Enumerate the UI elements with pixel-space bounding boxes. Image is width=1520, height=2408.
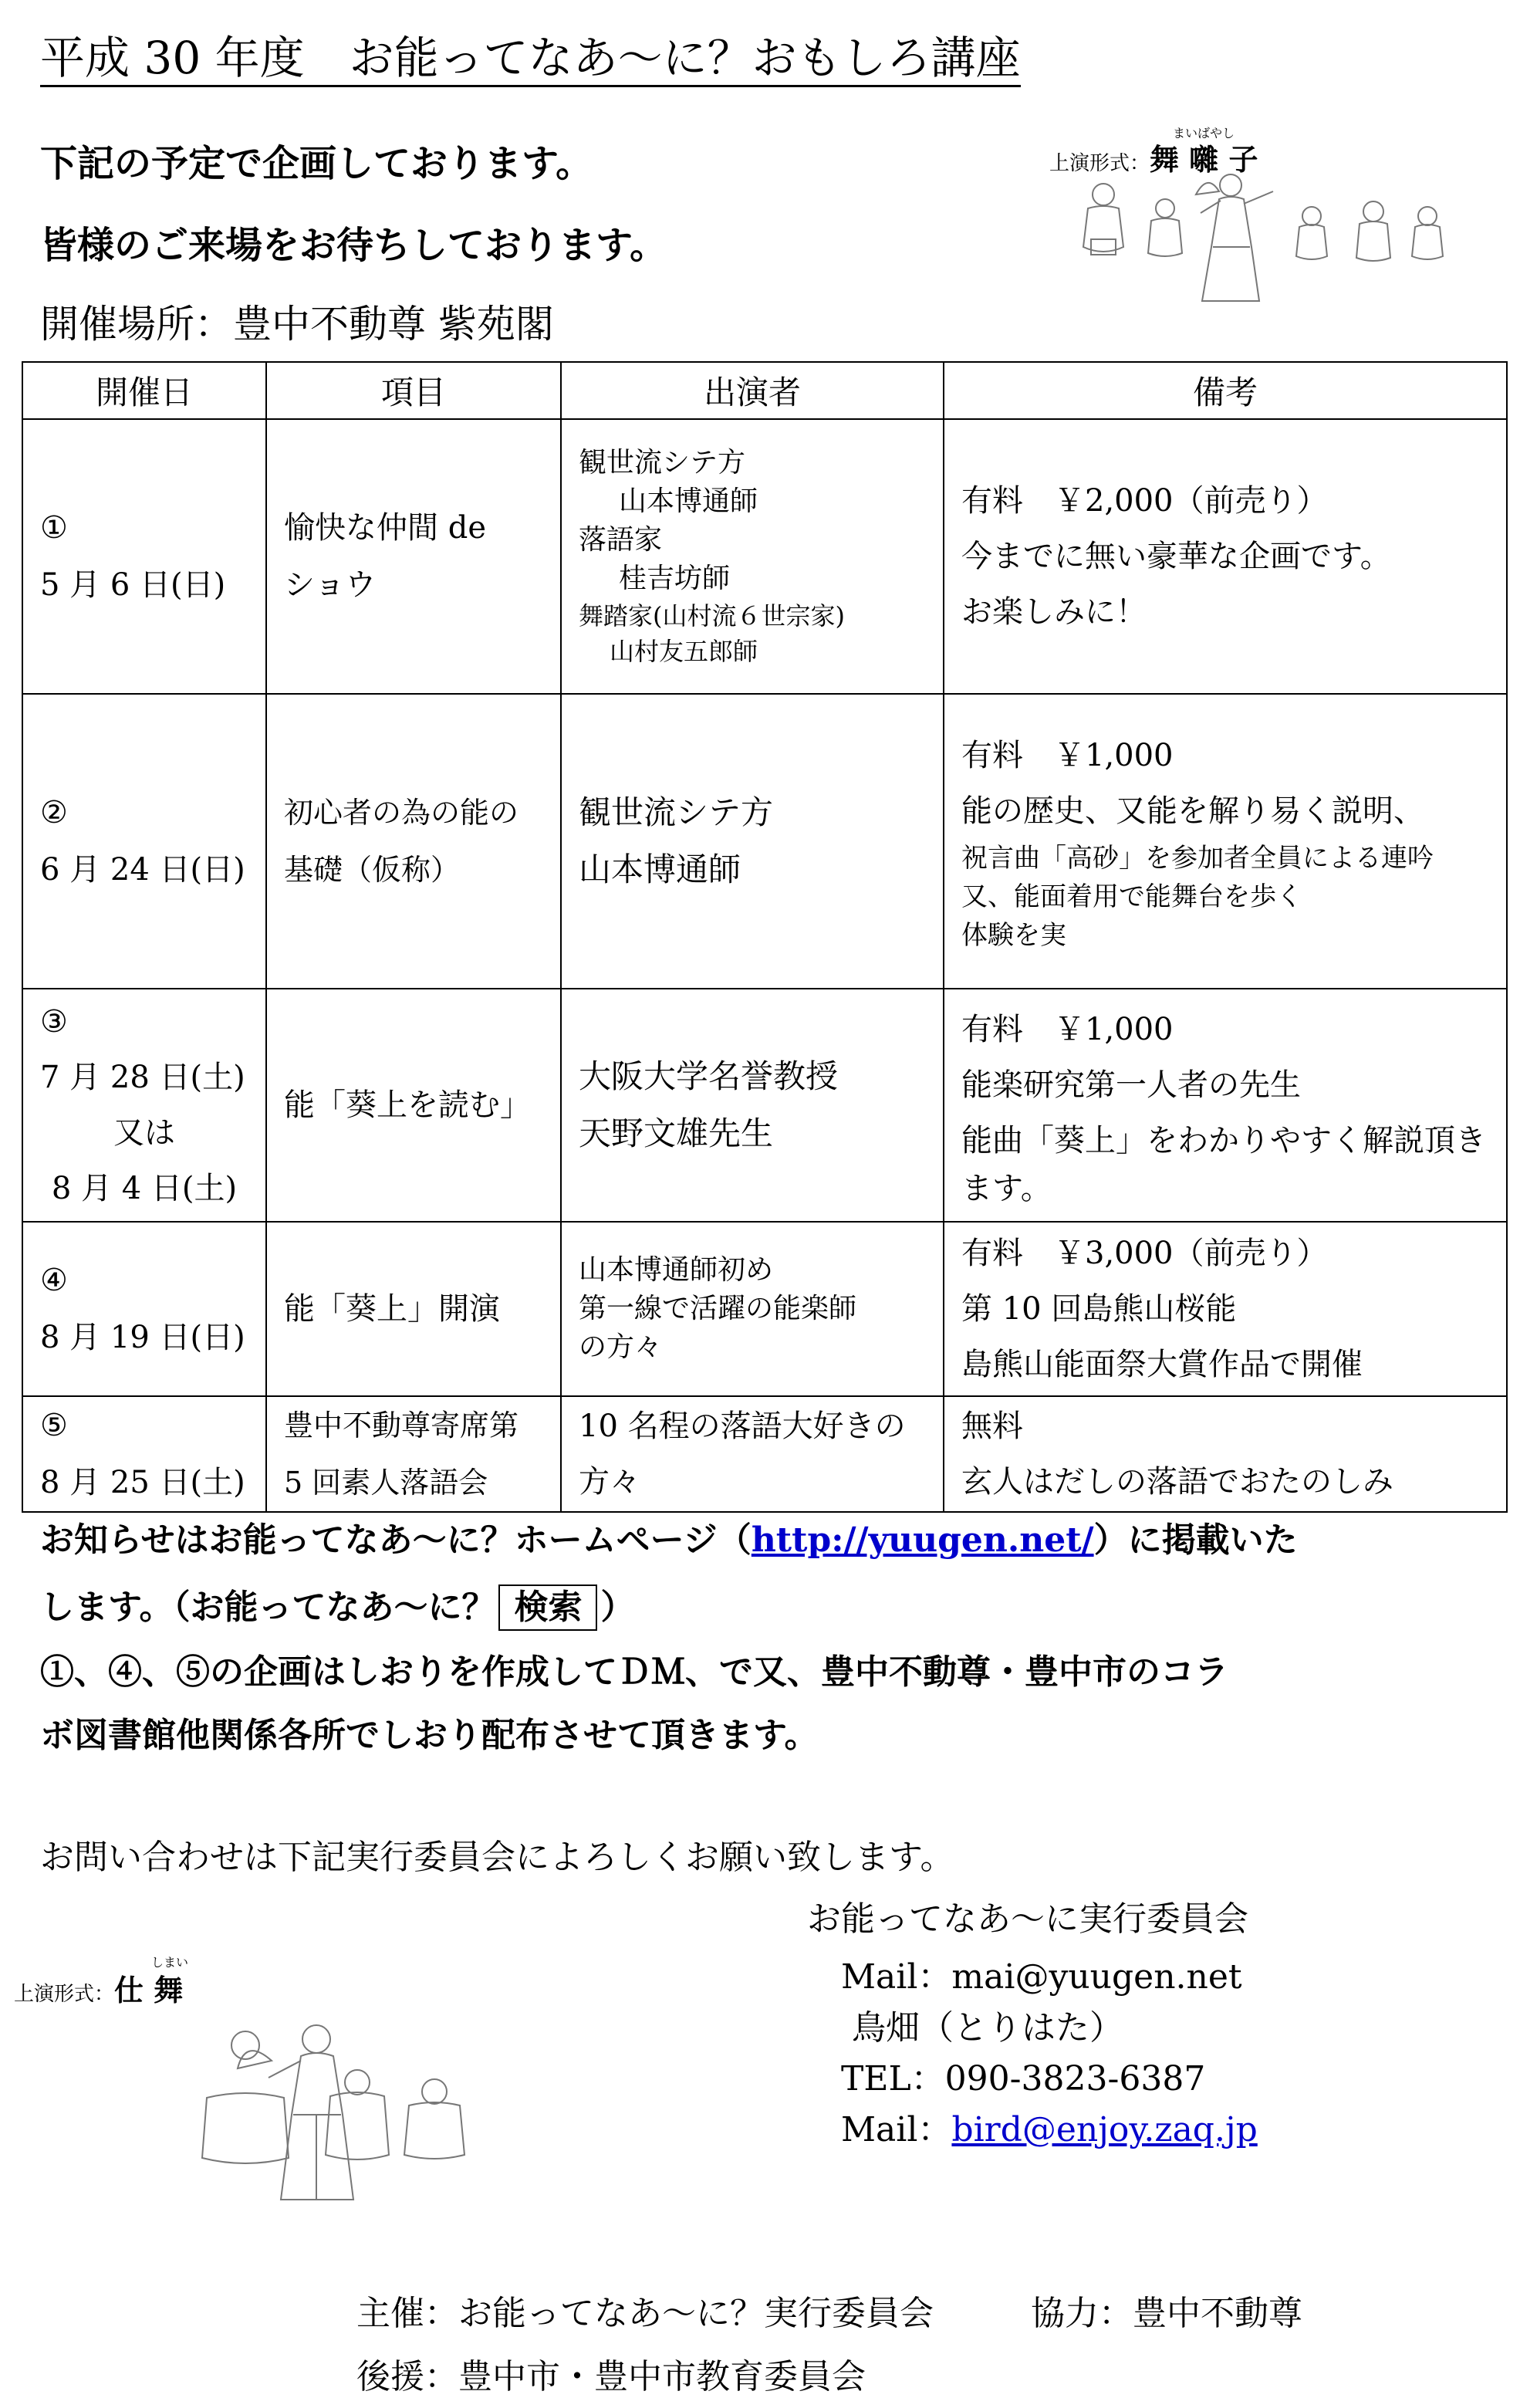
notice-text: お知らせはお能ってなあ〜に？ホームページ（	[40, 1520, 752, 1560]
row3-note-line: 能楽研究第一人者の先生	[961, 1067, 1301, 1103]
row5-performer-line: 方々	[579, 1464, 640, 1500]
row5-note-line: 無料	[961, 1409, 1023, 1444]
maibayashi-figures-icon	[1049, 123, 1481, 316]
row5-note-line: 玄人はだしの落語でおたのしみ	[961, 1464, 1393, 1500]
row2-note-line: 有料 ￥1,000	[961, 738, 1174, 773]
illus-top-label: 上演形式：	[1049, 152, 1150, 175]
shimai-figures-icon	[14, 1953, 508, 2223]
notice-line-4: ボ図書館他関係各所でしおり配布させて頂きます。	[40, 1716, 819, 1755]
table-row	[22, 1222, 1507, 1396]
row1-performer-line: 山本博通師	[619, 485, 758, 517]
row4-date	[22, 1222, 266, 1396]
row2-date	[22, 694, 266, 989]
row4-note	[944, 1222, 1507, 1396]
row3-date-line: ③	[40, 1004, 68, 1040]
row1-note	[944, 419, 1507, 694]
row2-note-line: 祝言曲「高砂」を参加者全員による連吟	[961, 843, 1434, 874]
row2-item-line: 基礎（仮称）	[284, 853, 461, 887]
notice-text: ）	[600, 1588, 635, 1627]
footer-cooperation: 協力：豊中不動尊	[1031, 2294, 1302, 2333]
row2-performer	[561, 694, 944, 989]
row2-note-line: 能の歴史、又能を解り易く説明、	[961, 793, 1424, 829]
intro-line-2: 皆様のご来場をお待ちしております。	[40, 224, 667, 267]
row5-item-line: 豊中不動尊寄席第	[284, 1409, 519, 1442]
row2-performer-line: 観世流シテ方	[579, 793, 774, 831]
row4-note-line: 有料 ￥3,000（前売り）	[961, 1236, 1328, 1271]
illus-bottom-label: 上演形式：	[14, 1983, 115, 2006]
contact-mail-1: Mail：mai@yuugen.net	[841, 1957, 1242, 1997]
row3-date-line: 8 月 4 日(土)	[51, 1171, 238, 1206]
contact-mail-2	[841, 2109, 1258, 2152]
header-date: 開催日	[22, 362, 266, 419]
row4-note-line: 第 10 回島熊山桜能	[961, 1291, 1237, 1327]
row2-date-line: ②	[40, 795, 68, 830]
row2-performer-line: 山本博通師	[579, 851, 741, 888]
page-title: 平成 30 年度 お能ってなあ〜に？おもしろ講座	[40, 32, 1021, 87]
row5-item-line: 5 回素人落語会	[284, 1466, 488, 1500]
homepage-link[interactable]: http://yuugen.net/	[751, 1520, 1094, 1560]
row1-date-line: ①	[40, 510, 68, 546]
row4-performer	[561, 1222, 944, 1396]
inquiry-text: お問い合わせは下記実行委員会によろしくお願い致します。	[40, 1838, 954, 1877]
row5-performer-line: 10 名程の落語大好きの	[579, 1409, 906, 1444]
row4-date-line: 8 月 19 日(日)	[40, 1320, 245, 1355]
row1-date-line: 5 月 6 日(日)	[40, 567, 226, 603]
table-row	[22, 694, 1507, 989]
row3-note-line: 有料 ￥1,000	[961, 1012, 1174, 1047]
footer-organizer: 主催：お能ってなあ〜に？実行委員会	[356, 2294, 934, 2333]
row5-date-line: 8 月 25 日(土)	[40, 1465, 245, 1500]
row3-date	[22, 989, 266, 1222]
search-button[interactable]: 検索	[498, 1584, 597, 1631]
row5-item	[266, 1396, 561, 1512]
row1-performer-line: 観世流シテ方	[579, 447, 746, 479]
contact-person: 鳥畑（とりはた）	[852, 2008, 1123, 2048]
header-performer: 出演者	[561, 362, 944, 419]
row2-note-line: 体験を実	[961, 920, 1066, 951]
row3-note-line: 能曲「葵上」をわかりやすく解説頂き	[961, 1123, 1486, 1158]
notice-line-3: ①、④、⑤の企画はしおりを作成してＤＭ、で又、豊中不動尊・豊中市のコラ	[40, 1652, 1228, 1692]
row1-item-line: 愉快な仲間 de	[284, 510, 486, 546]
row1-note-line: 今までに無い豪華な企画です。	[961, 539, 1391, 574]
row3-date-line: 7 月 28 日(土)	[40, 1060, 245, 1095]
row4-performer-line: 山本博通師初め	[579, 1254, 774, 1286]
row1-performer-line: 落語家	[579, 524, 663, 556]
row2-date-line: 6 月 24 日(日)	[40, 852, 245, 888]
row3-item-line: 能「葵上を読む」	[284, 1087, 531, 1123]
row1-performer-line: 山村友五郎師	[610, 637, 758, 666]
row2-note-line: 又、能面着用で能舞台を歩く	[961, 881, 1302, 912]
illus-bottom-ruby: しまい	[151, 1955, 189, 1970]
committee-name: お能ってなあ〜に実行委員会	[807, 1899, 1248, 1939]
table-row	[22, 989, 1507, 1222]
row1-performer-line: 桂吉坊師	[619, 563, 731, 594]
venue: 開催場所：豊中不動尊 紫苑閣	[40, 302, 554, 347]
row3-note-line: ます。	[961, 1171, 1052, 1206]
illus-bottom-style: 仕 舞	[114, 1973, 184, 2007]
maibayashi-illustration	[1049, 123, 1481, 316]
row3-note	[944, 989, 1507, 1222]
row1-performer-line: 舞踏家(山村流６世宗家)	[579, 601, 845, 631]
row2-item-line: 初心者の為の能の	[284, 796, 519, 830]
row3-date-line: 又は	[113, 1115, 175, 1151]
intro-line-1: 下記の予定で企画しております。	[40, 142, 593, 185]
row5-performer	[561, 1396, 944, 1512]
header-item: 項目	[266, 362, 561, 419]
contact-tel: TEL：090-3823-6387	[841, 2059, 1206, 2099]
row3-performer-line: 大阪大学名誉教授	[579, 1057, 839, 1095]
contact-email-link[interactable]: bird@enjoy.zaq.jp	[951, 2110, 1258, 2149]
row5-date	[22, 1396, 266, 1512]
row1-note-line: お楽しみに！	[961, 594, 1147, 630]
table-header-row	[22, 362, 1507, 419]
row1-date	[22, 419, 266, 694]
row3-item	[266, 989, 561, 1222]
notice-text: ）に掲載いた	[1093, 1520, 1298, 1560]
header-note: 備考	[944, 362, 1507, 419]
notice-text: します。（お能ってなあ〜に？	[40, 1588, 496, 1627]
row5-note	[944, 1396, 1507, 1512]
footer-support: 後援：豊中市・豊中市教育委員会	[356, 2357, 866, 2396]
row4-item	[266, 1222, 561, 1396]
row4-performer-line: 第一線で活躍の能楽師	[579, 1293, 857, 1324]
row4-item-line: 能「葵上」開演	[284, 1291, 500, 1327]
row2-item	[266, 694, 561, 989]
schedule-table	[22, 361, 1508, 1513]
shimai-illustration	[14, 1953, 508, 2223]
notice-line-1	[40, 1517, 1298, 1564]
row2-note	[944, 694, 1507, 989]
row1-note-line: 有料 ￥2,000（前売り）	[961, 483, 1328, 519]
row1-item-line: ショウ	[284, 567, 377, 603]
table-row	[22, 419, 1507, 694]
row5-date-line: ⑤	[40, 1408, 68, 1443]
table-row	[22, 1396, 1507, 1512]
row4-performer-line: の方々	[579, 1331, 663, 1363]
row3-performer-line: 天野文雄先生	[579, 1114, 774, 1152]
notice-line-2	[40, 1584, 634, 1632]
row1-item	[266, 419, 561, 694]
contact-mail-label: Mail：	[841, 2110, 952, 2149]
row4-note-line: 島熊山能面祭大賞作品で開催	[961, 1347, 1363, 1382]
row3-performer	[561, 989, 944, 1222]
row1-performer	[561, 419, 944, 694]
illus-top-ruby: まいばやし	[1173, 126, 1235, 140]
illus-top-style: 舞 囃 子	[1150, 143, 1258, 177]
row4-date-line: ④	[40, 1263, 68, 1298]
